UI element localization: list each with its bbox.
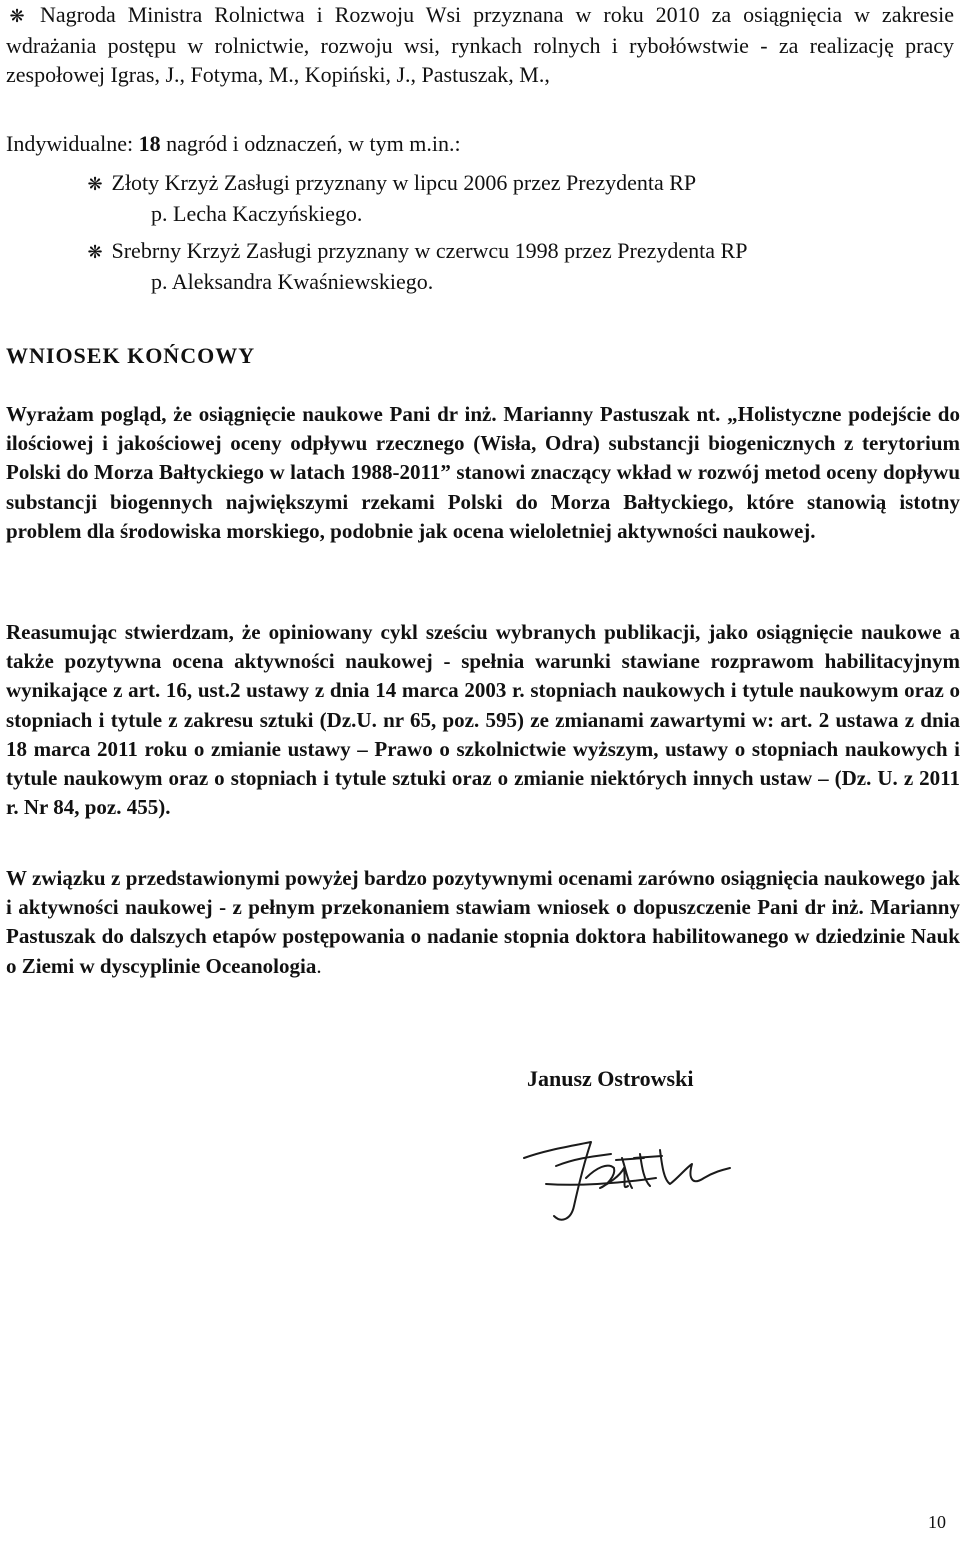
snowflake-bullet-icon: ❋ xyxy=(87,242,103,262)
paragraph-assessment: Wyrażam pogląd, że osiągnięcie naukowe Pani dr inż. Marianny Pastuszak nt. „Holistyczne podejście do ilościowej i jakościowej oceny odpływu rzecznego (Wisła, Odra) substancji biogenicznych z terytorium Polski do Morza Bałtyckiego w latach 1988-2011” stanowi znaczący wkład w rozwój metod oceny dopływu substancji biogennych największymi rzekami Polski do Morza Bałtyckiego, które stanowią istotny problem dla środowiska morskiego, podobnie jak ocena wieloletniej aktywności naukowej. xyxy=(6,402,960,543)
award-ministry xyxy=(6,0,954,89)
signer-name: Janusz Ostrowski xyxy=(527,1066,694,1091)
paragraph-summary: Reasumując stwierdzam, że opiniowany cykl sześciu wybranych publikacji, jako osiągnięcie naukowe a także pozytywna ocena aktywności naukowej - spełnia warunki stawiane rozprawom habilitacyjnym wynikające z art. 16, ust.2 ustawy z dnia 14 marca 2003 r. stopniach naukowych i tytule naukowym oraz o stopniach i tytule z zakresu sztuki (Dz.U. nr 65, poz. 595) ze zmianami zawartymi w: art. 2 ustawa z dnia 18 marca 2011 roku o zmianie ustawy – Prawo o szkolnictwie wyższym, ustawy o stopniach naukowych i tytule naukowym oraz o stopniach i tytule sztuki oraz o zmianie niektórych innych ustaw – (Dz. U. z 2011 r. Nr 84, poz. 455). xyxy=(6,620,960,820)
award-ministry-text: Nagroda Ministra Rolnictwa i Rozwoju Wsi przyznana w roku 2010 za osiągnięcia w zakresie wdrażania postępu w rolnictwie, rozwoju wsi, rynkach rolnych i rybołówstwie - za realizację pracy zespołowej Igras, J., Fotyma, M., Kopiński, J., Pastuszak, M., xyxy=(6,2,954,87)
snowflake-bullet-icon: ❋ xyxy=(9,6,25,26)
snowflake-bullet-icon: ❋ xyxy=(87,174,103,194)
page-number: 10 xyxy=(928,1512,946,1532)
medal-gold-cross: ❋ Złoty Krzyż Zasługi przyznany w lipcu 2006 przez Prezydenta RP p. Lecha Kaczyńskiego. xyxy=(84,168,696,228)
paragraph-motion: W związku z przedstawionymi powyżej bardzo pozytywnymi ocenami zarówno osiągnięcia naukowego jak i aktywności naukowej - z pełnym przekonaniem stawiam wniosek o dopuszczenie Pani dr inż. Marianny Pastuszak do dalszych etapów postępowania o nadanie stopnia doktora habilitowanego w dziedzinie Nauk o Ziemi w dyscyplinie Oceanologia. xyxy=(6,866,960,978)
medal-silver-cross: ❋ Srebrny Krzyż Zasługi przyznany w czerwcu 1998 przez Prezydenta RP p. Aleksandra Kwaśniewskiego. xyxy=(84,236,747,296)
conclusion-heading: WNIOSEK KOŃCOWY xyxy=(6,343,256,368)
individual-awards-intro: Indywidualne: 18 nagród i odznaczeń, w tym m.in.: xyxy=(6,131,461,156)
handwritten-signature xyxy=(516,1128,736,1228)
